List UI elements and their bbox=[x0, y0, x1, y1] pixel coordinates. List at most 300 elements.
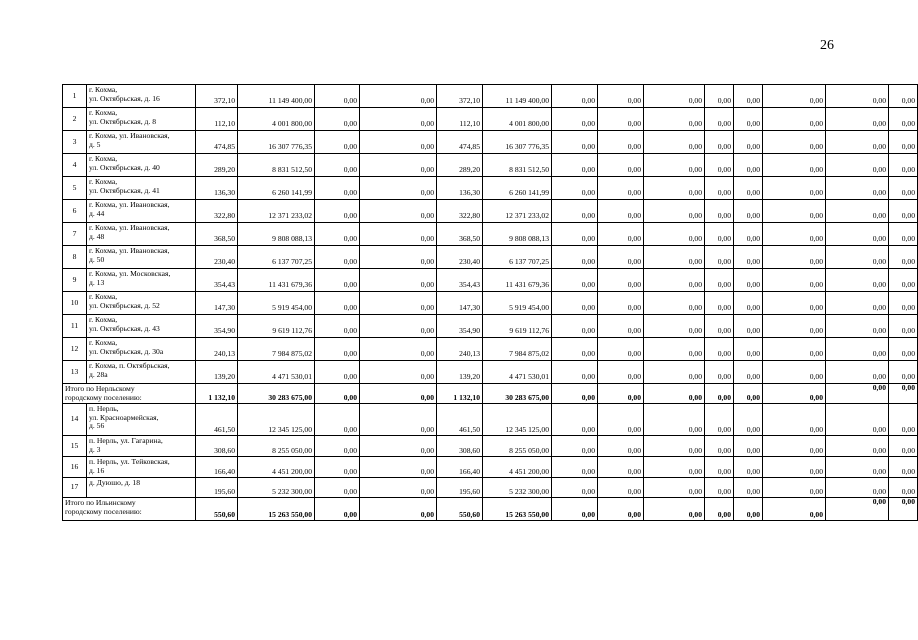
address-cell: п. Нерль, ул. Тейковская, д. 16 bbox=[87, 457, 196, 478]
value-cell: 0,00 bbox=[598, 404, 644, 436]
value-cell: 0,00 bbox=[763, 436, 826, 457]
value-cell: 0,00 bbox=[734, 292, 763, 315]
value-cell: 0,00 bbox=[598, 315, 644, 338]
value-cell: 0,00 bbox=[826, 361, 889, 384]
value-cell: 0,00 bbox=[360, 246, 437, 269]
value-cell: 0,00 bbox=[644, 478, 705, 498]
value-cell: 0,00 bbox=[552, 384, 598, 404]
value-cell: 0,00 bbox=[734, 361, 763, 384]
row-number: 11 bbox=[63, 315, 87, 338]
value-cell: 0,00 bbox=[315, 85, 360, 108]
value-cell: 4 471 530,01 bbox=[483, 361, 552, 384]
value-cell: 0,00 bbox=[552, 85, 598, 108]
table-body bbox=[63, 85, 918, 521]
value-cell: 0,00 bbox=[360, 292, 437, 315]
value-cell: 112,10 bbox=[437, 108, 483, 131]
value-cell: 9 808 088,13 bbox=[238, 223, 315, 246]
value-cell: 195,60 bbox=[437, 478, 483, 498]
value-cell: 0,00 bbox=[705, 269, 734, 292]
value-cell: 461,50 bbox=[196, 404, 238, 436]
value-cell: 0,00 bbox=[763, 246, 826, 269]
value-cell: 0,00 bbox=[763, 384, 826, 404]
value-cell: 0,00 bbox=[826, 154, 889, 177]
value-cell: 0,00 bbox=[360, 436, 437, 457]
value-cell: 0,00 bbox=[644, 85, 705, 108]
value-cell: 112,10 bbox=[196, 108, 238, 131]
value-cell: 0,00 bbox=[763, 131, 826, 154]
value-cell: 0,00 bbox=[552, 436, 598, 457]
value-cell: 0,00 bbox=[644, 269, 705, 292]
value-cell: 0,00 bbox=[734, 85, 763, 108]
value-cell: 0,00 bbox=[315, 498, 360, 521]
address-cell: г. Кохма, ул. Ивановская, д. 5 bbox=[87, 131, 196, 154]
value-cell: 0,00 bbox=[705, 200, 734, 223]
value-cell: 11 149 400,00 bbox=[238, 85, 315, 108]
value-cell: 0,00 bbox=[705, 131, 734, 154]
table-row bbox=[63, 269, 918, 292]
total-label: Итого по Нерльскому городскому поселению: bbox=[63, 384, 196, 404]
value-cell: 0,00 bbox=[705, 246, 734, 269]
value-cell: 0,00 bbox=[734, 223, 763, 246]
value-cell: 0,00 bbox=[826, 269, 889, 292]
value-cell: 0,00 bbox=[315, 200, 360, 223]
value-cell: 0,00 bbox=[705, 361, 734, 384]
value-cell: 0,00 bbox=[644, 361, 705, 384]
table-row-total bbox=[63, 384, 918, 404]
value-cell: 0,00 bbox=[644, 436, 705, 457]
value-cell: 1 132,10 bbox=[196, 384, 238, 404]
value-cell: 0,00 bbox=[315, 457, 360, 478]
value-cell: 4 001 800,00 bbox=[483, 108, 552, 131]
value-cell: 147,30 bbox=[196, 292, 238, 315]
value-cell: 6 260 141,99 bbox=[483, 177, 552, 200]
value-cell: 15 263 550,00 bbox=[483, 498, 552, 521]
value-cell: 0,00 bbox=[360, 338, 437, 361]
value-cell: 0,00 bbox=[644, 177, 705, 200]
value-cell: 0,00 bbox=[826, 177, 889, 200]
value-cell: 0,00 bbox=[889, 338, 918, 361]
value-cell: 0,00 bbox=[644, 108, 705, 131]
value-cell: 4 471 530,01 bbox=[238, 361, 315, 384]
value-cell: 12 371 233,02 bbox=[483, 200, 552, 223]
table-row bbox=[63, 108, 918, 131]
value-cell: 0,00 bbox=[598, 436, 644, 457]
value-cell: 0,00 bbox=[763, 269, 826, 292]
value-cell: 0,00 bbox=[734, 404, 763, 436]
address-cell: д. Дуюшо, д. 18 bbox=[87, 478, 196, 498]
value-cell: 5 232 300,00 bbox=[238, 478, 315, 498]
row-number: 8 bbox=[63, 246, 87, 269]
value-cell: 0,00 bbox=[734, 478, 763, 498]
address-cell: г. Кохма, ул. Московская, д. 13 bbox=[87, 269, 196, 292]
value-cell: 4 451 200,00 bbox=[238, 457, 315, 478]
total-label: Итого по Ильинскому городскому поселению: bbox=[63, 498, 196, 521]
value-cell: 0,00 bbox=[705, 498, 734, 521]
address-cell: г. Кохма, п. Октябрьская, д. 28а bbox=[87, 361, 196, 384]
address-cell: г. Кохма, ул. Ивановская, д. 50 bbox=[87, 246, 196, 269]
value-cell: 0,00 bbox=[826, 457, 889, 478]
value-cell: 136,30 bbox=[437, 177, 483, 200]
value-cell: 0,00 bbox=[315, 223, 360, 246]
value-cell: 0,00 bbox=[552, 246, 598, 269]
row-number: 9 bbox=[63, 269, 87, 292]
value-cell: 5 919 454,00 bbox=[483, 292, 552, 315]
value-cell: 0,00 bbox=[889, 154, 918, 177]
value-cell: 15 263 550,00 bbox=[238, 498, 315, 521]
value-cell: 0,00 bbox=[763, 177, 826, 200]
row-number: 3 bbox=[63, 131, 87, 154]
value-cell: 0,00 bbox=[826, 292, 889, 315]
value-cell: 308,60 bbox=[437, 436, 483, 457]
address-cell: п. Нерль, ул. Красноармейская, д. 56 bbox=[87, 404, 196, 436]
value-cell: 0,00 bbox=[360, 498, 437, 521]
value-cell: 0,00 bbox=[889, 436, 918, 457]
value-cell: 0,00 bbox=[826, 478, 889, 498]
value-cell: 0,00 bbox=[552, 269, 598, 292]
value-cell: 0,00 bbox=[360, 131, 437, 154]
table-row-total bbox=[63, 498, 918, 521]
value-cell: 0,00 bbox=[826, 223, 889, 246]
table-row bbox=[63, 478, 918, 498]
row-number: 1 bbox=[63, 85, 87, 108]
value-cell: 0,00 bbox=[734, 131, 763, 154]
value-cell: 0,00 bbox=[360, 269, 437, 292]
value-cell: 0,00 bbox=[644, 315, 705, 338]
value-cell: 0,00 bbox=[826, 246, 889, 269]
value-cell: 240,13 bbox=[437, 338, 483, 361]
value-cell: 0,00 bbox=[734, 154, 763, 177]
table-row bbox=[63, 85, 918, 108]
value-cell: 0,00 bbox=[315, 361, 360, 384]
value-cell: 0,00 bbox=[734, 246, 763, 269]
value-cell: 0,00 bbox=[598, 361, 644, 384]
value-cell: 0,00 bbox=[360, 404, 437, 436]
value-cell: 289,20 bbox=[196, 154, 238, 177]
value-cell: 0,00 bbox=[889, 200, 918, 223]
value-cell: 30 283 675,00 bbox=[238, 384, 315, 404]
value-cell: 550,60 bbox=[437, 498, 483, 521]
row-number: 10 bbox=[63, 292, 87, 315]
value-cell: 0,00 bbox=[705, 85, 734, 108]
value-cell: 0,00 bbox=[734, 436, 763, 457]
value-cell: 0,00 bbox=[644, 498, 705, 521]
value-cell: 0,00 bbox=[705, 154, 734, 177]
value-cell: 0,00 bbox=[734, 269, 763, 292]
row-number: 2 bbox=[63, 108, 87, 131]
value-cell: 0,00 bbox=[552, 498, 598, 521]
value-cell: 0,00 bbox=[889, 478, 918, 498]
table-row bbox=[63, 315, 918, 338]
address-cell: г. Кохма, ул. Октябрьская, д. 40 bbox=[87, 154, 196, 177]
value-cell: 0,00 bbox=[644, 404, 705, 436]
value-cell: 0,00 bbox=[315, 154, 360, 177]
value-cell: 0,00 bbox=[360, 177, 437, 200]
value-cell: 9 619 112,76 bbox=[238, 315, 315, 338]
value-cell: 0,00 bbox=[705, 457, 734, 478]
value-cell: 0,00 bbox=[705, 108, 734, 131]
value-cell: 0,00 bbox=[889, 246, 918, 269]
value-cell: 0,00 bbox=[552, 223, 598, 246]
value-cell: 8 831 512,50 bbox=[238, 154, 315, 177]
value-cell: 5 232 300,00 bbox=[483, 478, 552, 498]
value-cell: 0,00 bbox=[552, 177, 598, 200]
value-cell: 0,00 bbox=[315, 131, 360, 154]
value-cell: 0,00 bbox=[705, 338, 734, 361]
value-cell: 8 255 050,00 bbox=[483, 436, 552, 457]
value-cell: 0,00 bbox=[763, 200, 826, 223]
value-cell: 354,43 bbox=[196, 269, 238, 292]
value-cell: 0,00 bbox=[826, 108, 889, 131]
value-cell: 0,00 bbox=[598, 131, 644, 154]
address-cell: г. Кохма, ул. Октябрьская, д. 30а bbox=[87, 338, 196, 361]
value-cell: 6 137 707,25 bbox=[238, 246, 315, 269]
value-cell: 16 307 776,35 bbox=[483, 131, 552, 154]
row-number: 17 bbox=[63, 478, 87, 498]
value-cell: 0,00 bbox=[763, 108, 826, 131]
value-cell: 0,00 bbox=[360, 85, 437, 108]
value-cell: 5 919 454,00 bbox=[238, 292, 315, 315]
value-cell: 9 619 112,76 bbox=[483, 315, 552, 338]
value-cell: 7 984 875,02 bbox=[238, 338, 315, 361]
table-row bbox=[63, 246, 918, 269]
value-cell: 0,00 bbox=[315, 478, 360, 498]
value-cell: 0,00 bbox=[826, 315, 889, 338]
value-cell: 0,00 bbox=[598, 200, 644, 223]
address-cell: г. Кохма, ул. Октябрьская, д. 43 bbox=[87, 315, 196, 338]
value-cell: 0,00 bbox=[763, 338, 826, 361]
value-cell: 8 831 512,50 bbox=[483, 154, 552, 177]
value-cell: 322,80 bbox=[437, 200, 483, 223]
value-cell: 0,00 bbox=[763, 361, 826, 384]
value-cell: 0,00 bbox=[552, 315, 598, 338]
value-cell: 0,00 bbox=[705, 315, 734, 338]
address-cell: г. Кохма, ул. Октябрьская, д. 16 bbox=[87, 85, 196, 108]
value-cell: 0,00 bbox=[598, 292, 644, 315]
value-cell: 0,00 bbox=[826, 498, 889, 521]
value-cell: 147,30 bbox=[437, 292, 483, 315]
value-cell: 0,00 bbox=[826, 436, 889, 457]
value-cell: 354,90 bbox=[437, 315, 483, 338]
value-cell: 0,00 bbox=[598, 223, 644, 246]
value-cell: 0,00 bbox=[360, 315, 437, 338]
value-cell: 166,40 bbox=[437, 457, 483, 478]
value-cell: 0,00 bbox=[644, 457, 705, 478]
value-cell: 474,85 bbox=[196, 131, 238, 154]
value-cell: 550,60 bbox=[196, 498, 238, 521]
value-cell: 0,00 bbox=[763, 85, 826, 108]
value-cell: 195,60 bbox=[196, 478, 238, 498]
value-cell: 6 137 707,25 bbox=[483, 246, 552, 269]
value-cell: 0,00 bbox=[763, 223, 826, 246]
table-row bbox=[63, 404, 918, 436]
value-cell: 372,10 bbox=[196, 85, 238, 108]
value-cell: 289,20 bbox=[437, 154, 483, 177]
value-cell: 0,00 bbox=[360, 384, 437, 404]
value-cell: 0,00 bbox=[734, 457, 763, 478]
value-cell: 0,00 bbox=[598, 478, 644, 498]
value-cell: 0,00 bbox=[360, 457, 437, 478]
value-cell: 11 431 679,36 bbox=[483, 269, 552, 292]
row-number: 15 bbox=[63, 436, 87, 457]
value-cell: 0,00 bbox=[705, 223, 734, 246]
table-row bbox=[63, 457, 918, 478]
value-cell: 0,00 bbox=[598, 269, 644, 292]
value-cell: 0,00 bbox=[763, 154, 826, 177]
value-cell: 0,00 bbox=[644, 131, 705, 154]
value-cell: 230,40 bbox=[437, 246, 483, 269]
value-cell: 0,00 bbox=[705, 436, 734, 457]
value-cell: 6 260 141,99 bbox=[238, 177, 315, 200]
value-cell: 0,00 bbox=[644, 338, 705, 361]
value-cell: 0,00 bbox=[598, 85, 644, 108]
table-row bbox=[63, 131, 918, 154]
value-cell: 8 255 050,00 bbox=[238, 436, 315, 457]
value-cell: 30 283 675,00 bbox=[483, 384, 552, 404]
value-cell: 230,40 bbox=[196, 246, 238, 269]
value-cell: 0,00 bbox=[734, 338, 763, 361]
value-cell: 354,43 bbox=[437, 269, 483, 292]
value-cell: 11 431 679,36 bbox=[238, 269, 315, 292]
value-cell: 0,00 bbox=[734, 200, 763, 223]
value-cell: 0,00 bbox=[552, 338, 598, 361]
value-cell: 0,00 bbox=[552, 200, 598, 223]
address-cell: г. Кохма, ул. Ивановская, д. 44 bbox=[87, 200, 196, 223]
table-row bbox=[63, 223, 918, 246]
address-cell: г. Кохма, ул. Октябрьская, д. 8 bbox=[87, 108, 196, 131]
value-cell: 474,85 bbox=[437, 131, 483, 154]
value-cell: 0,00 bbox=[360, 478, 437, 498]
value-cell: 0,00 bbox=[889, 177, 918, 200]
page-number: 26 bbox=[820, 38, 834, 53]
value-cell: 0,00 bbox=[598, 384, 644, 404]
value-cell: 0,00 bbox=[644, 200, 705, 223]
value-cell: 136,30 bbox=[196, 177, 238, 200]
value-cell: 0,00 bbox=[644, 246, 705, 269]
value-cell: 0,00 bbox=[889, 384, 918, 404]
address-cell: г. Кохма, ул. Октябрьская, д. 41 bbox=[87, 177, 196, 200]
row-number: 14 bbox=[63, 404, 87, 436]
value-cell: 4 001 800,00 bbox=[238, 108, 315, 131]
value-cell: 0,00 bbox=[889, 457, 918, 478]
value-cell: 0,00 bbox=[705, 292, 734, 315]
value-cell: 0,00 bbox=[315, 404, 360, 436]
row-number: 6 bbox=[63, 200, 87, 223]
table-row bbox=[63, 338, 918, 361]
value-cell: 0,00 bbox=[598, 498, 644, 521]
value-cell: 0,00 bbox=[315, 338, 360, 361]
row-number: 5 bbox=[63, 177, 87, 200]
value-cell: 12 345 125,00 bbox=[483, 404, 552, 436]
row-number: 13 bbox=[63, 361, 87, 384]
value-cell: 166,40 bbox=[196, 457, 238, 478]
value-cell: 0,00 bbox=[360, 154, 437, 177]
table-row bbox=[63, 154, 918, 177]
address-cell: г. Кохма, ул. Ивановская, д. 48 bbox=[87, 223, 196, 246]
value-cell: 0,00 bbox=[360, 361, 437, 384]
value-cell: 0,00 bbox=[360, 108, 437, 131]
value-cell: 0,00 bbox=[889, 498, 918, 521]
value-cell: 0,00 bbox=[552, 361, 598, 384]
value-cell: 0,00 bbox=[552, 404, 598, 436]
value-cell: 0,00 bbox=[763, 478, 826, 498]
value-cell: 0,00 bbox=[598, 338, 644, 361]
value-cell: 0,00 bbox=[705, 177, 734, 200]
value-cell: 0,00 bbox=[826, 131, 889, 154]
value-cell: 0,00 bbox=[763, 404, 826, 436]
value-cell: 0,00 bbox=[552, 478, 598, 498]
value-cell: 0,00 bbox=[552, 457, 598, 478]
value-cell: 0,00 bbox=[705, 384, 734, 404]
value-cell: 0,00 bbox=[552, 131, 598, 154]
value-cell: 0,00 bbox=[763, 292, 826, 315]
value-cell: 0,00 bbox=[826, 200, 889, 223]
row-number: 12 bbox=[63, 338, 87, 361]
value-cell: 368,50 bbox=[437, 223, 483, 246]
value-cell: 0,00 bbox=[598, 108, 644, 131]
value-cell: 0,00 bbox=[552, 108, 598, 131]
table-row bbox=[63, 436, 918, 457]
value-cell: 0,00 bbox=[734, 177, 763, 200]
value-cell: 139,20 bbox=[437, 361, 483, 384]
value-cell: 0,00 bbox=[889, 131, 918, 154]
value-cell: 12 371 233,02 bbox=[238, 200, 315, 223]
value-cell: 7 984 875,02 bbox=[483, 338, 552, 361]
address-cell: г. Кохма, ул. Октябрьская, д. 52 bbox=[87, 292, 196, 315]
value-cell: 0,00 bbox=[826, 404, 889, 436]
value-cell: 0,00 bbox=[360, 200, 437, 223]
value-cell: 0,00 bbox=[552, 292, 598, 315]
value-cell: 0,00 bbox=[315, 384, 360, 404]
value-cell: 0,00 bbox=[763, 315, 826, 338]
value-cell: 0,00 bbox=[598, 154, 644, 177]
value-cell: 0,00 bbox=[315, 315, 360, 338]
table-row bbox=[63, 177, 918, 200]
value-cell: 4 451 200,00 bbox=[483, 457, 552, 478]
value-cell: 308,60 bbox=[196, 436, 238, 457]
value-cell: 0,00 bbox=[644, 154, 705, 177]
value-cell: 0,00 bbox=[598, 457, 644, 478]
value-cell: 0,00 bbox=[734, 315, 763, 338]
value-cell: 0,00 bbox=[315, 177, 360, 200]
value-cell: 0,00 bbox=[889, 223, 918, 246]
value-cell: 9 808 088,13 bbox=[483, 223, 552, 246]
table-row bbox=[63, 361, 918, 384]
value-cell: 0,00 bbox=[598, 246, 644, 269]
value-cell: 0,00 bbox=[889, 108, 918, 131]
value-cell: 0,00 bbox=[889, 269, 918, 292]
value-cell: 372,10 bbox=[437, 85, 483, 108]
value-cell: 0,00 bbox=[889, 85, 918, 108]
row-number: 16 bbox=[63, 457, 87, 478]
value-cell: 0,00 bbox=[889, 292, 918, 315]
value-cell: 0,00 bbox=[360, 223, 437, 246]
table-row bbox=[63, 292, 918, 315]
data-table bbox=[62, 84, 918, 521]
value-cell: 1 132,10 bbox=[437, 384, 483, 404]
value-cell: 0,00 bbox=[644, 384, 705, 404]
value-cell: 0,00 bbox=[315, 246, 360, 269]
value-cell: 0,00 bbox=[763, 498, 826, 521]
value-cell: 0,00 bbox=[705, 404, 734, 436]
value-cell: 461,50 bbox=[437, 404, 483, 436]
value-cell: 368,50 bbox=[196, 223, 238, 246]
value-cell: 12 345 125,00 bbox=[238, 404, 315, 436]
value-cell: 139,20 bbox=[196, 361, 238, 384]
value-cell: 0,00 bbox=[734, 384, 763, 404]
value-cell: 0,00 bbox=[826, 85, 889, 108]
value-cell: 16 307 776,35 bbox=[238, 131, 315, 154]
table-row bbox=[63, 200, 918, 223]
